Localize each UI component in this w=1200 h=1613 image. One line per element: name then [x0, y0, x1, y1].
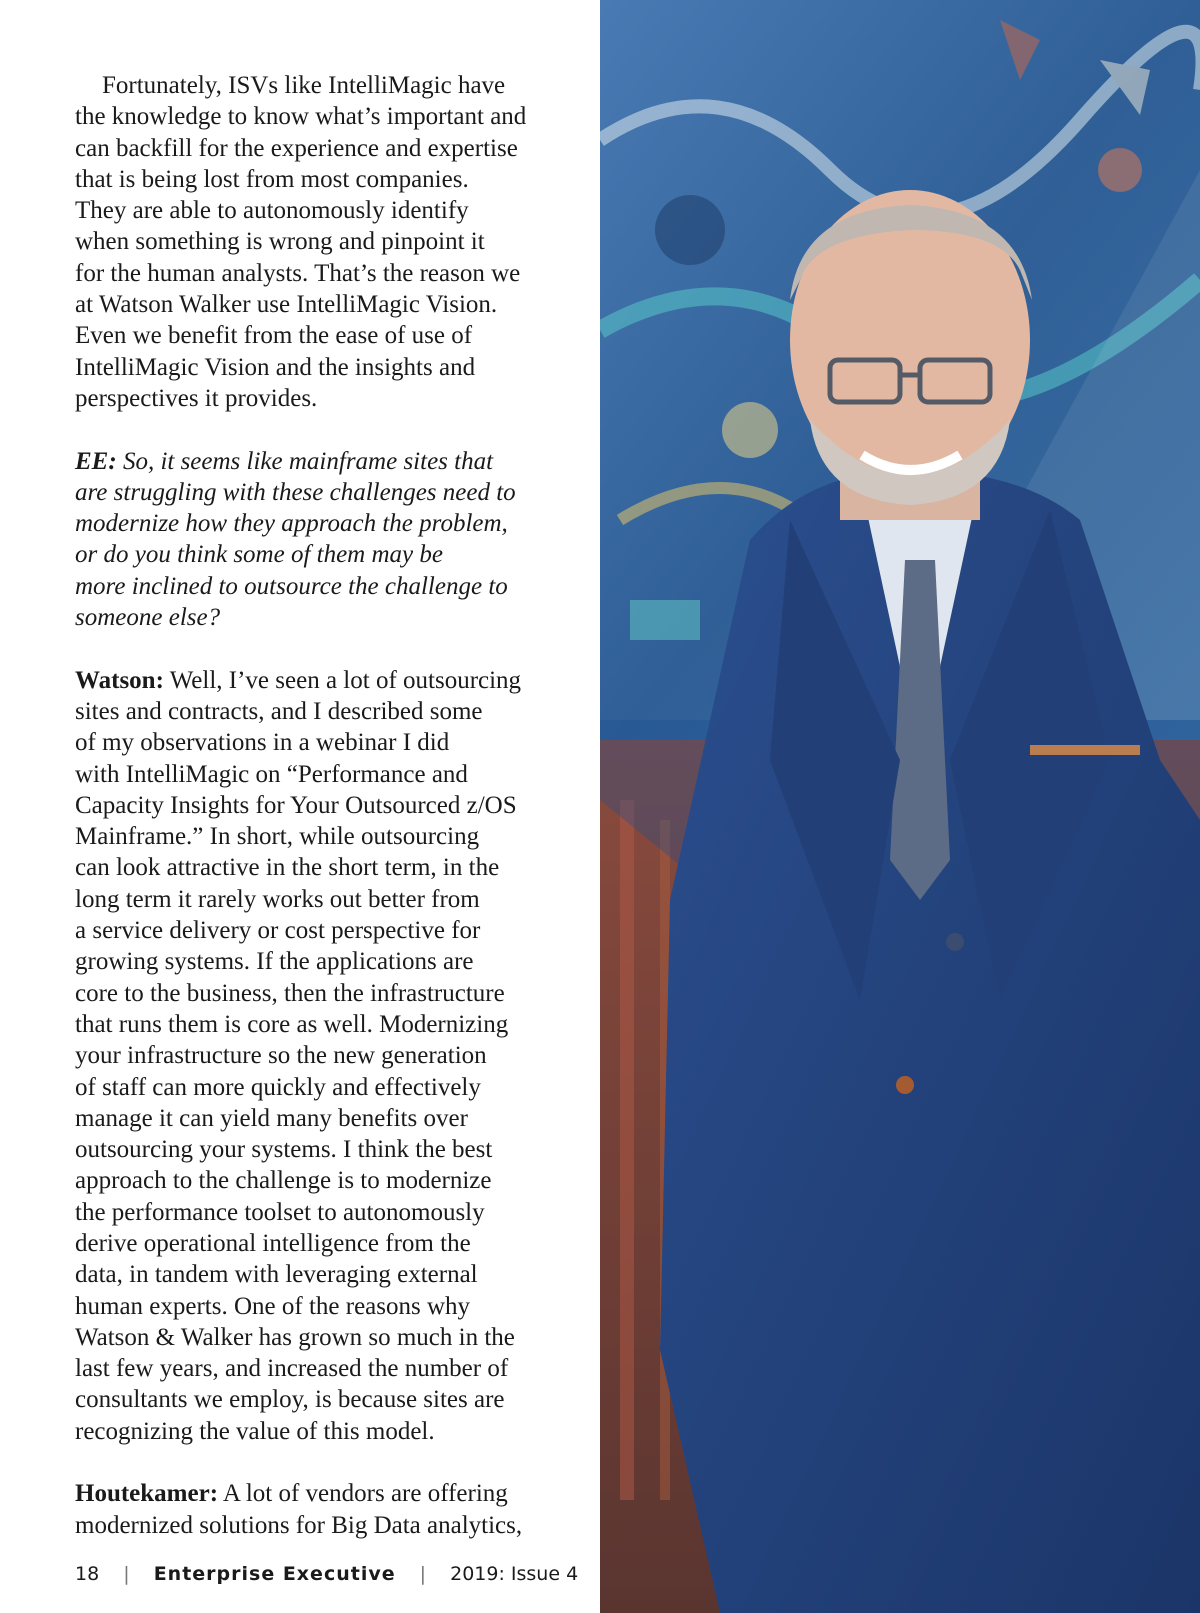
paragraph-ee-question — [75, 446, 585, 634]
text-line: Watson & Walker has grown so much in the — [75, 1323, 515, 1351]
text-fragment: So, it seems like mainframe sites that — [116, 447, 494, 475]
speaker-label-watson: Watson: — [75, 666, 164, 694]
text-line: data, in tandem with leveraging external — [75, 1261, 478, 1289]
text-line: of staff can more quickly and effectively — [75, 1073, 481, 1101]
text-line: Mainframe.” In short, while outsourcing — [75, 823, 480, 851]
text-line: growing systems. If the applications are — [75, 948, 474, 976]
text-fragment: A lot of vendors are offering — [218, 1480, 508, 1508]
text-line: modernize how they approach the problem, — [75, 510, 508, 538]
portrait-photo — [600, 0, 1200, 1613]
text-line: derive operational intelligence from the — [75, 1229, 471, 1257]
text-line — [75, 1478, 585, 1509]
text-line: with IntelliMagic on “Performance and — [75, 760, 468, 788]
speaker-label-houtekamer: Houtekamer: — [75, 1480, 219, 1508]
text-line: a service delivery or cost perspective for — [75, 917, 481, 945]
paragraph-watson-answer — [75, 665, 585, 1447]
text-line — [75, 446, 585, 477]
text-line: Capacity Insights for Your Outsourced z/OS — [75, 791, 517, 819]
speaker-label-ee: EE: — [75, 447, 117, 475]
text-line — [75, 665, 585, 696]
text-line: someone else? — [75, 604, 221, 632]
text-line: sites and contracts, and I described some — [75, 697, 483, 725]
footer-separator: | — [123, 1563, 130, 1585]
page-number: 18 — [75, 1563, 100, 1585]
text-line: outsourcing your systems. I think the best — [75, 1136, 493, 1164]
paragraph-houtekamer — [75, 1478, 585, 1541]
text-line: for the human analysts. That’s the reason we — [75, 259, 521, 287]
text-line: can backfill for the experience and expertise — [75, 134, 518, 162]
footer-separator: | — [419, 1563, 427, 1585]
text-line: that runs them is core as well. Modernizing — [75, 1010, 509, 1038]
text-line: are struggling with these challenges need to — [75, 478, 516, 506]
issue-label: 2019: Issue 4 — [450, 1563, 579, 1585]
page-footer — [75, 1563, 578, 1585]
text-line: your infrastructure so the new generation — [75, 1042, 487, 1070]
paragraph-isv — [75, 70, 585, 414]
text-line: the knowledge to know what’s important and — [75, 103, 527, 131]
text-line: the performance toolset to autonomously — [75, 1198, 485, 1226]
text-line: human experts. One of the reasons why — [75, 1292, 471, 1320]
text-line: IntelliMagic Vision and the insights and — [75, 353, 476, 381]
text-line: that is being lost from most companies. — [75, 165, 469, 193]
text-line: more inclined to outsource the challenge to — [75, 572, 508, 600]
text-line: last few years, and increased the number of — [75, 1355, 509, 1383]
text-line: Fortunately, ISVs like IntelliMagic have — [102, 72, 506, 99]
article-text-column — [75, 70, 585, 1572]
text-line: perspectives it provides. — [75, 384, 318, 412]
text-line: when something is wrong and pinpoint it — [75, 228, 485, 256]
text-line: at Watson Walker use IntelliMagic Vision. — [75, 291, 498, 319]
text-line: can look attractive in the short term, in the — [75, 854, 500, 882]
text-line: modernized solutions for Big Data analytics, — [75, 1511, 523, 1539]
text-line: They are able to autonomously identify — [75, 197, 469, 225]
text-line: consultants we employ, is because sites are — [75, 1386, 505, 1414]
text-line: recognizing the value of this model. — [75, 1417, 435, 1445]
text-line: or do you think some of them may be — [75, 541, 443, 569]
text-line: of my observations in a webinar I did — [75, 729, 450, 757]
text-line: Even we benefit from the ease of use of — [75, 322, 473, 350]
text-line: approach to the challenge is to modernize — [75, 1167, 492, 1195]
text-line: long term it rarely works out better from — [75, 885, 480, 913]
portrait-illustration — [600, 0, 1200, 1613]
text-line: core to the business, then the infrastructure — [75, 979, 505, 1007]
text-fragment: Well, I’ve seen a lot of outsourcing — [163, 666, 522, 694]
magazine-name: Enterprise Executive — [153, 1563, 396, 1585]
text-line: manage it can yield many benefits over — [75, 1104, 468, 1132]
